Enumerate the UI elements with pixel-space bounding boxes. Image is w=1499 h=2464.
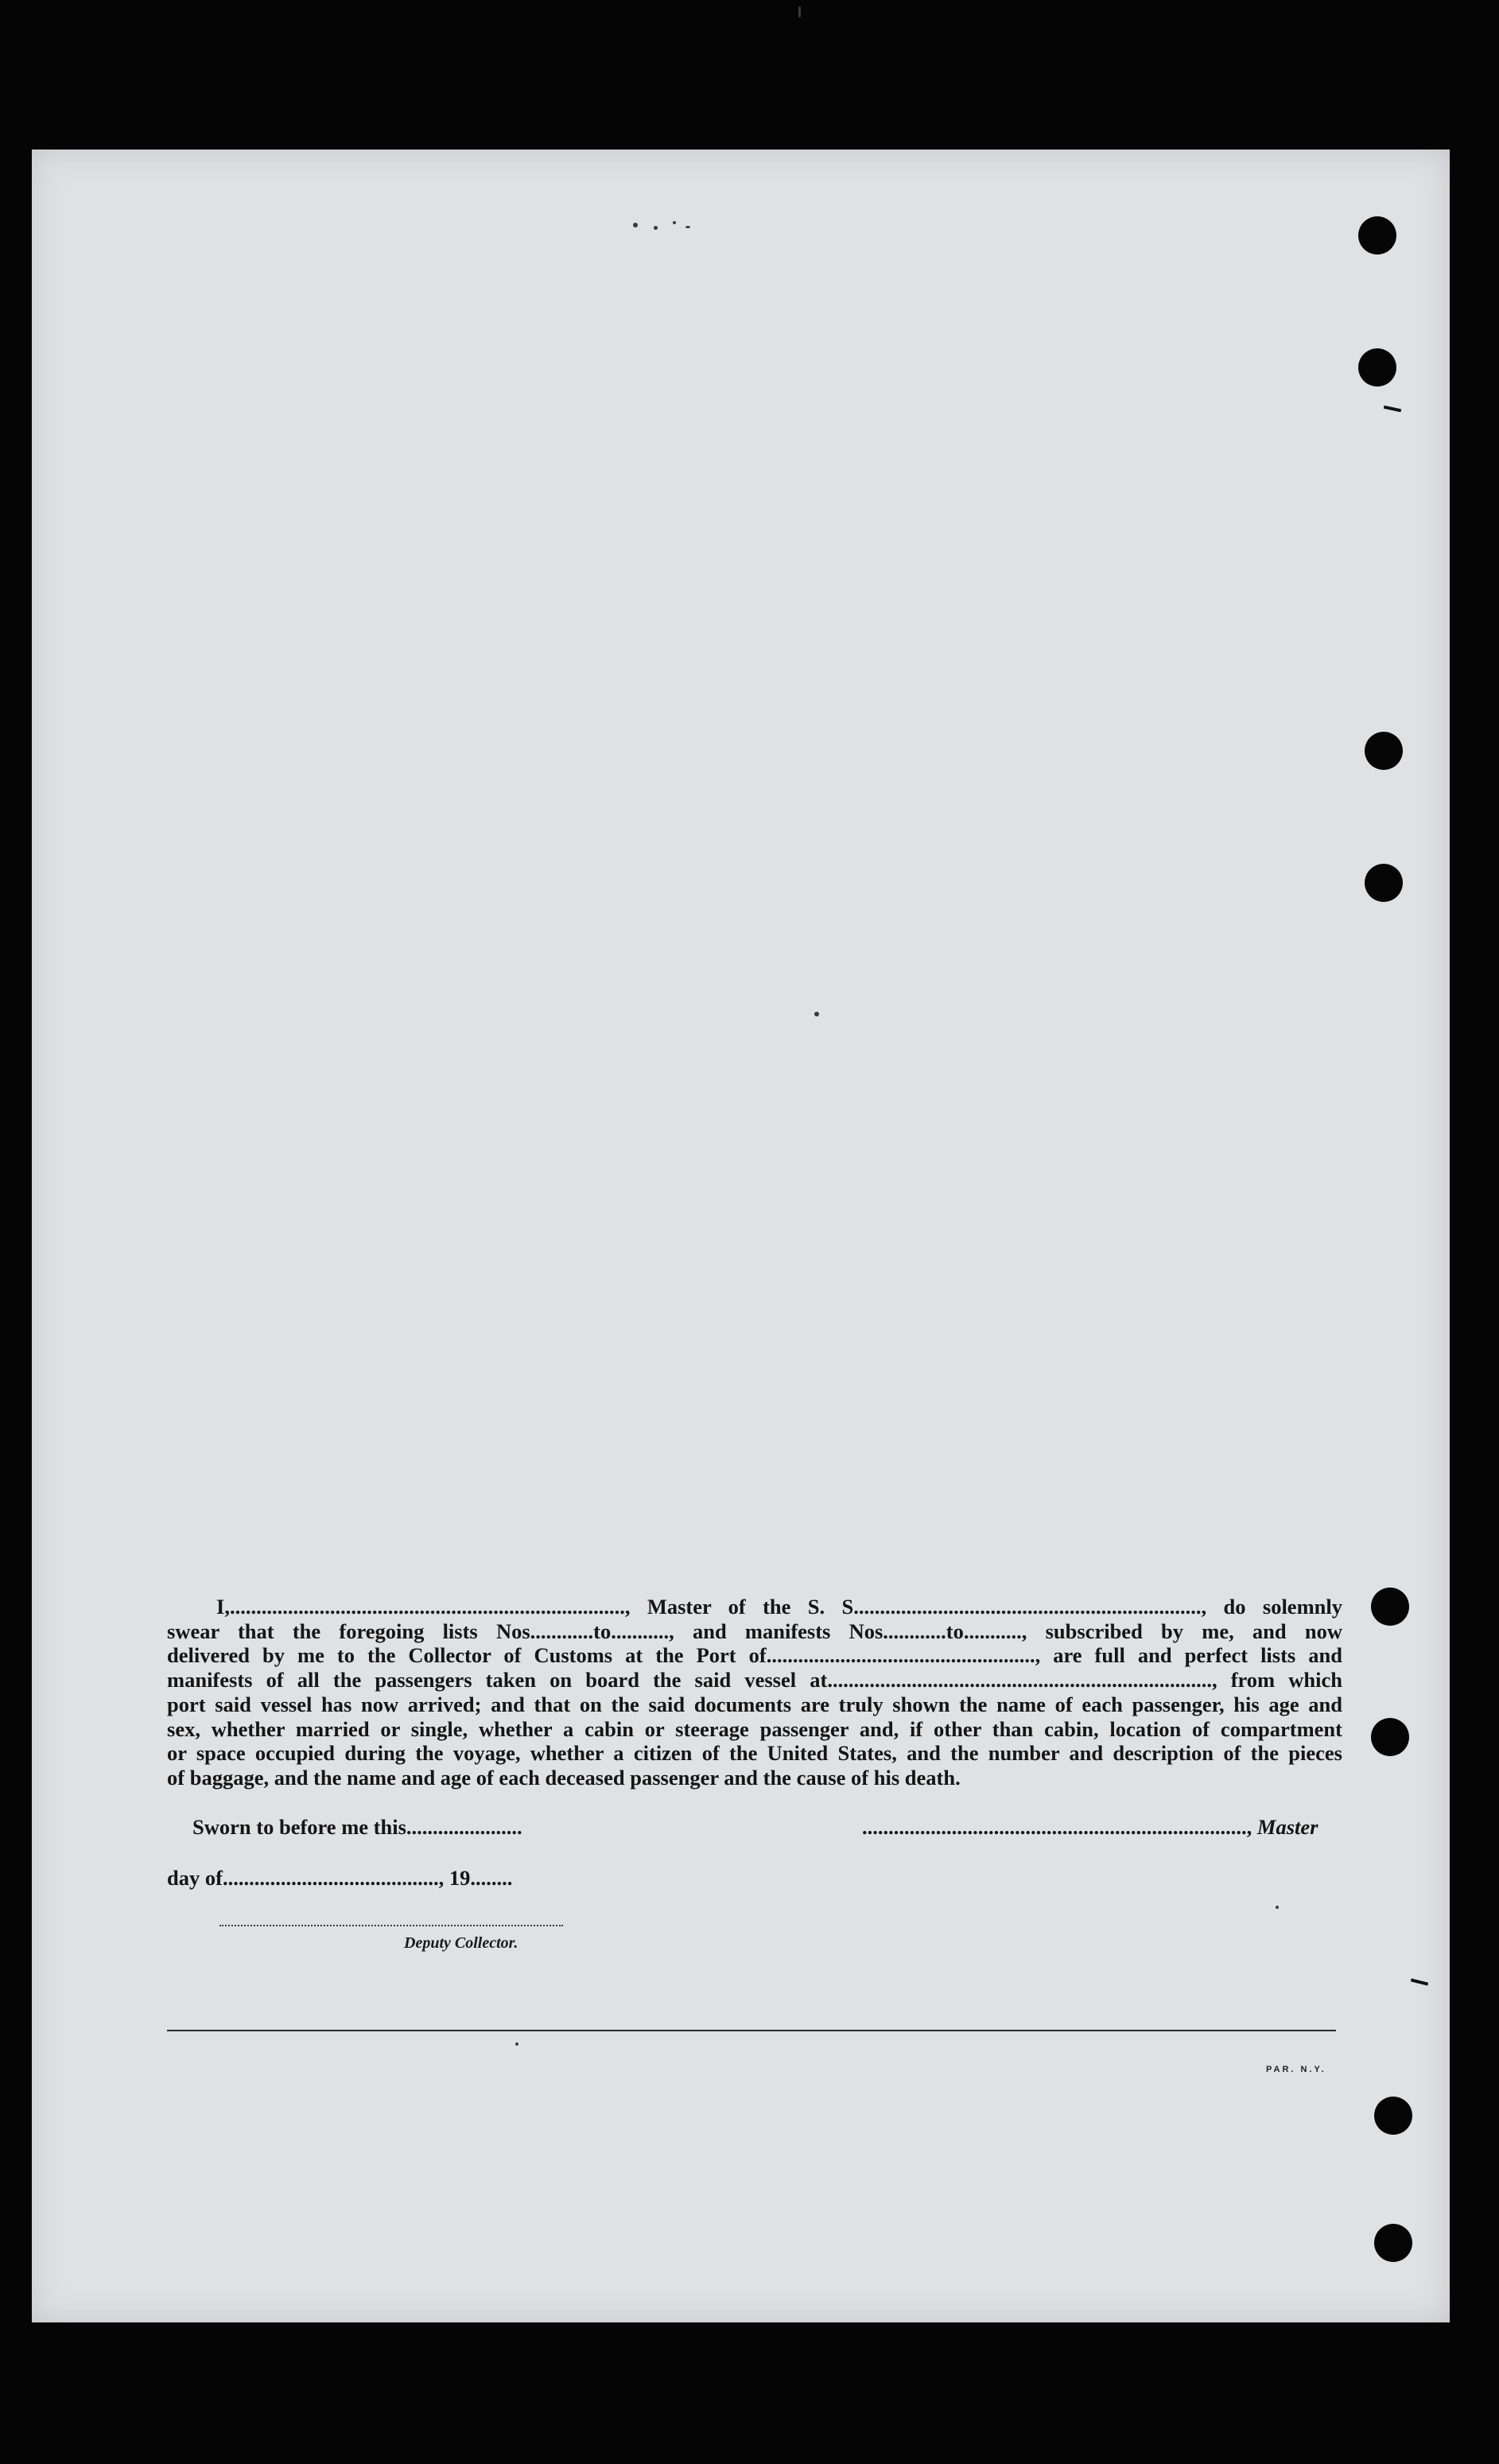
punch-hole <box>1365 864 1403 902</box>
speck <box>654 226 658 230</box>
master-signature-line <box>862 1815 1318 1840</box>
deputy-signature-line <box>219 1925 563 1926</box>
oath-line: port said vessel has now arrived; and that on the said documents are truly shown the name of each passenger, his age and <box>167 1692 1342 1716</box>
speck <box>673 221 676 224</box>
printer-imprint: PAR. N.Y. <box>1266 2065 1326 2074</box>
speck <box>633 223 638 227</box>
deputy-collector-label: Deputy Collector. <box>404 1934 518 1952</box>
day-of-line: day of........................................., 19........ <box>167 1866 513 1890</box>
oath-line: of baggage, and the name and age of each deceased passenger and the cause of his death. <box>167 1765 961 1790</box>
master-label: Master <box>1256 1815 1318 1839</box>
speck <box>1276 1906 1279 1909</box>
speck <box>515 2042 518 2046</box>
punch-hole <box>1374 2224 1412 2262</box>
speck <box>814 1012 819 1016</box>
punch-hole <box>1374 2097 1412 2135</box>
oath-line: manifests of all the passengers taken on board the said vessel at........................................................................., from which <box>167 1668 1342 1693</box>
master-oath-paragraph <box>167 1595 1342 1790</box>
punch-hole <box>1358 216 1396 255</box>
oath-line: or space occupied during the voyage, whether a citizen of the United States, and the number and description of the pieces <box>167 1741 1342 1766</box>
punch-hole <box>1371 1588 1409 1626</box>
punch-hole <box>1371 1718 1409 1756</box>
sworn-line: Sworn to before me this...................... <box>192 1815 522 1839</box>
speck <box>798 6 801 17</box>
oath-line: I,..........................................................................., Master of the S. S.................................................................., do solemnly <box>216 1595 1342 1619</box>
punch-hole <box>1365 732 1403 770</box>
punch-hole <box>1358 348 1396 387</box>
master-signature-text: ........................................................................., Master <box>862 1815 1318 1839</box>
oath-line: sex, whether married or single, whether a cabin or steerage passenger and, if other than cabin, location of compartment <box>167 1716 1342 1741</box>
oath-line: delivered by me to the Collector of Customs at the Port of..................................................., are full and perfect lists and <box>167 1643 1342 1668</box>
document-page <box>32 150 1450 2322</box>
horizontal-rule <box>167 2030 1336 2031</box>
speck <box>685 226 690 228</box>
oath-line: swear that the foregoing lists Nos............to..........., and manifests Nos............to..........., subscribed by me, and now <box>167 1619 1342 1643</box>
